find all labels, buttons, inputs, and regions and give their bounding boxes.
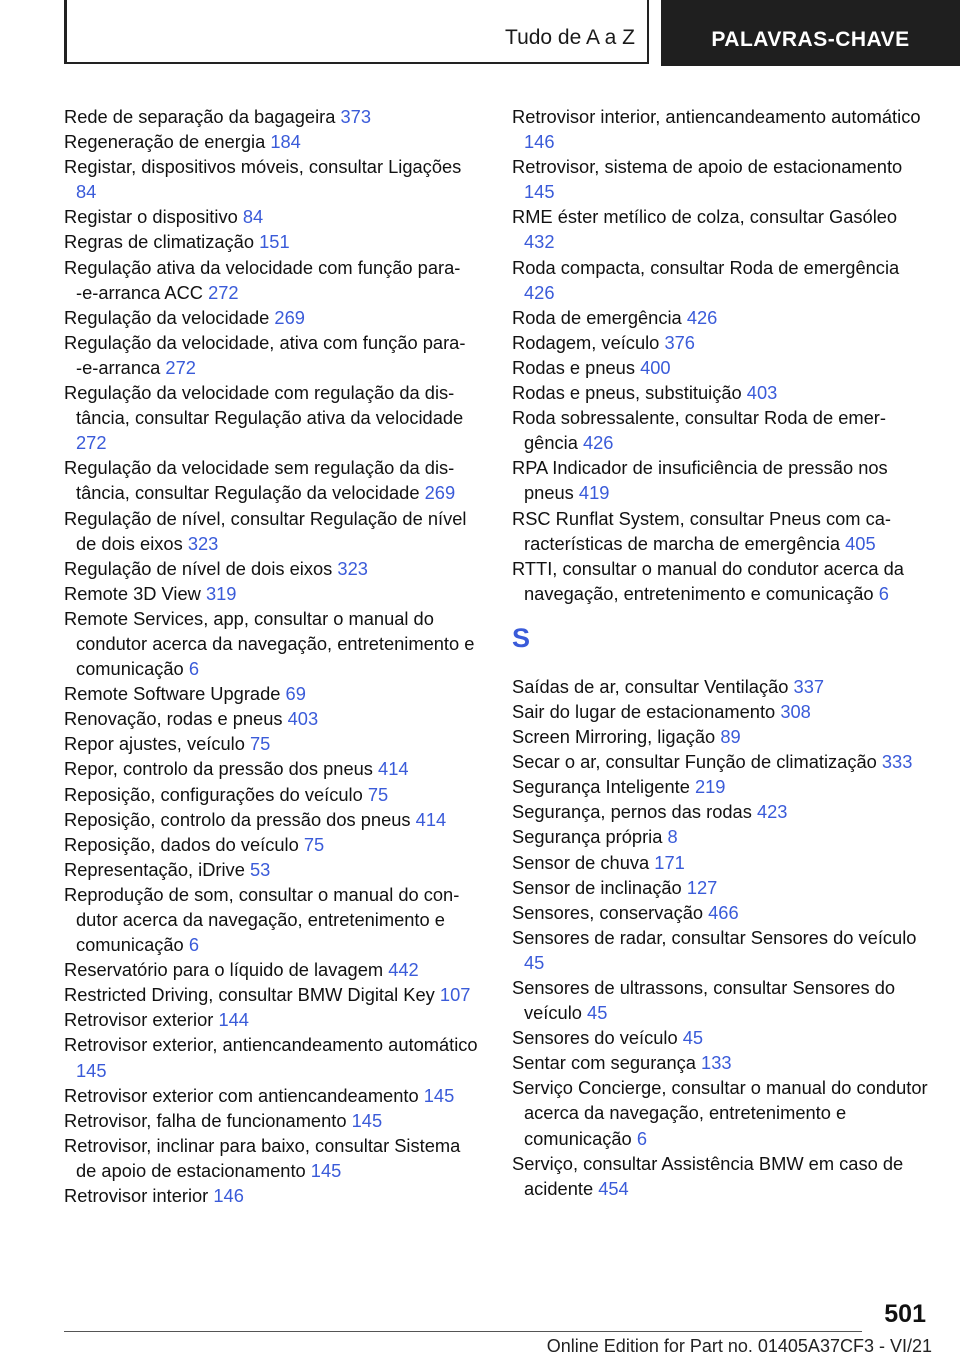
page-reference-link[interactable]: 133 xyxy=(701,1052,732,1074)
page-reference-link[interactable]: 442 xyxy=(388,959,419,981)
page-reference-link[interactable]: 145 xyxy=(310,1159,342,1181)
index-entry xyxy=(64,255,480,305)
page-reference-link[interactable]: 171 xyxy=(654,851,685,873)
index-entry-text: Segurança, pernos das rodas xyxy=(512,801,752,823)
index-entry xyxy=(512,975,928,1025)
index-entry xyxy=(64,1133,480,1183)
index-entry-text: Sensor de chuva xyxy=(512,851,650,873)
index-entry-text: Sair do lugar de estacionamento xyxy=(512,700,776,722)
index-entry-text: Regeneração de energia xyxy=(64,131,266,153)
section-title: Tudo de A a Z xyxy=(505,26,635,49)
index-entry xyxy=(64,305,480,330)
index-entry-text: RTTI, consultar o manual do condutor acerca da navegação, entretenimento e comunicação xyxy=(512,557,904,604)
page-reference-link[interactable]: 403 xyxy=(746,382,778,404)
index-entry-text: Representação, iDrive xyxy=(64,858,245,880)
index-entry xyxy=(64,556,480,581)
index-entry-text: Rodas e pneus xyxy=(512,356,635,378)
header-rule-bottom xyxy=(64,62,649,64)
page-reference-link[interactable]: 146 xyxy=(524,131,555,153)
index-entry xyxy=(512,506,928,556)
index-entry-text: Sensores do veículo xyxy=(512,1027,678,1049)
page-reference-link[interactable]: 8 xyxy=(667,826,678,848)
page-reference-link[interactable]: 432 xyxy=(524,231,555,253)
page-reference-link[interactable]: 269 xyxy=(274,306,305,328)
index-entry xyxy=(64,104,480,129)
index-entry-text: Retrovisor interior xyxy=(64,1185,209,1207)
page-reference-link[interactable]: 426 xyxy=(686,306,718,328)
header-rule-left xyxy=(64,0,67,64)
page-reference-link[interactable]: 6 xyxy=(636,1127,647,1149)
index-entry xyxy=(64,1007,480,1032)
index-entry-text: Sensores de radar, consultar Sensores do veículo xyxy=(512,926,917,948)
index-entry xyxy=(512,455,928,505)
page-reference-link[interactable]: 107 xyxy=(439,984,471,1006)
index-entry-text: Renovação, rodas e pneus xyxy=(64,708,283,730)
index-entry-text: Retrovisor exterior com antiencandeamento xyxy=(64,1084,419,1106)
index-entry xyxy=(64,380,480,455)
index-entry xyxy=(512,154,928,204)
index-column-left xyxy=(64,104,480,1208)
section-letter-heading: S xyxy=(512,622,531,653)
index-entry xyxy=(64,330,480,380)
index-entry xyxy=(512,380,928,405)
page-reference-link[interactable]: 426 xyxy=(582,432,614,454)
index-entry-text: Regulação da velocidade com regulação da distância, consultar Regulação ativa da velocidade xyxy=(64,382,464,429)
index-entry xyxy=(64,1032,480,1082)
index-entry-text: Serviço, consultar Assistência BMW em caso de acidente xyxy=(512,1152,904,1199)
index-entry-text: Regulação de nível de dois eixos xyxy=(64,557,333,579)
index-column-right xyxy=(512,104,928,1201)
page-reference-link[interactable]: 272 xyxy=(165,356,196,378)
page-reference-link[interactable]: 272 xyxy=(76,432,107,454)
index-entry-text: Segurança Inteligente xyxy=(512,776,690,798)
index-entry-text: RME éster metílico de colza, consultar Gasóleo xyxy=(512,206,898,228)
page-reference-link[interactable]: 333 xyxy=(881,751,913,773)
index-entry-text: Screen Mirroring, ligação xyxy=(512,726,716,748)
index-entry-text: Retrovisor, sistema de apoio de estacionamento xyxy=(512,156,903,178)
index-entry-text: Regulação ativa da velocidade com função para-‑e-arranca ACC xyxy=(64,256,461,303)
page-reference-link[interactable]: 75 xyxy=(367,783,389,805)
index-entry-text: Registar, dispositivos móveis, consultar Ligações xyxy=(64,156,462,178)
index-entry xyxy=(512,850,928,875)
index-list-r xyxy=(512,104,928,606)
page-reference-link[interactable]: 308 xyxy=(780,700,811,722)
page-reference-link[interactable]: 426 xyxy=(524,281,555,303)
page-reference-link[interactable]: 145 xyxy=(76,1059,107,1081)
index-entry-text: Remote Services, app, consultar o manual do condutor acerca da navegação, entretenimento e comunicação xyxy=(64,607,475,680)
index-entry xyxy=(512,305,928,330)
page-reference-link[interactable]: 45 xyxy=(587,1002,608,1024)
index-entry-text: Roda de emergência xyxy=(512,306,682,328)
page-reference-link[interactable]: 6 xyxy=(188,658,199,680)
index-entry xyxy=(64,1183,480,1208)
page-reference-link[interactable]: 376 xyxy=(664,331,695,353)
footer-rule xyxy=(64,1331,862,1332)
page-reference-link[interactable]: 69 xyxy=(285,683,306,705)
keywords-tab[interactable] xyxy=(661,0,960,66)
index-entry xyxy=(512,799,928,824)
index-entry xyxy=(512,1050,928,1075)
index-entry-text: Regulação de nível, consultar Regulação de nível de dois eixos xyxy=(64,507,467,554)
index-entry-text: Serviço Concierge, consultar o manual do condutor acerca da navegação, entretenimento e comunicação xyxy=(512,1077,928,1149)
edition-footer: Online Edition for Part no. 01405A37CF3 - VI/21 xyxy=(546,1336,932,1356)
page-reference-link[interactable]: 151 xyxy=(259,231,290,253)
index-entry-text: RSC Runflat System, consultar Pneus com características de marcha de emergência xyxy=(512,507,891,554)
index-entry-text: Remote Software Upgrade xyxy=(64,683,281,705)
index-entry xyxy=(512,330,928,355)
index-entry-text: Remote 3D View xyxy=(64,582,201,604)
index-entry-text: Rodagem, veículo xyxy=(512,331,660,353)
index-entry-text: Repor ajustes, veículo xyxy=(64,733,245,755)
index-entry xyxy=(64,581,480,606)
index-entry xyxy=(512,749,928,774)
index-entry-text: Reposição, controlo da pressão dos pneus xyxy=(64,808,411,830)
index-entry xyxy=(64,982,480,1007)
page-reference-link[interactable]: 89 xyxy=(720,726,741,748)
page-reference-link[interactable]: 319 xyxy=(205,582,237,604)
index-entry-text: Roda sobressalente, consultar Roda de emergência xyxy=(512,407,886,454)
index-entry-text: Repor, controlo da pressão dos pneus xyxy=(64,758,373,780)
page-reference-link[interactable]: 75 xyxy=(249,733,271,755)
index-entry-text: Sensor de inclinação xyxy=(512,876,682,898)
index-list-s xyxy=(512,674,928,1201)
page-reference-link[interactable]: 145 xyxy=(423,1084,455,1106)
index-entry-text: Retrovisor interior, antiencandeamento automático xyxy=(512,106,921,127)
index-entry-text: Rede de separação da bagageira xyxy=(64,106,336,127)
header-rule-right xyxy=(647,0,649,64)
page-reference-link[interactable]: 84 xyxy=(242,206,264,228)
page-reference-link[interactable]: 146 xyxy=(213,1185,244,1207)
page-reference-link[interactable]: 6 xyxy=(188,934,199,956)
index-entry-text: Sensores, conservação xyxy=(512,901,704,923)
page-reference-link[interactable]: 269 xyxy=(424,482,456,504)
index-entry xyxy=(512,255,928,305)
page-reference-link[interactable]: 414 xyxy=(415,808,447,830)
page-reference-link[interactable]: 466 xyxy=(708,901,739,923)
page-reference-link[interactable]: 75 xyxy=(303,833,325,855)
index-entry-text: Reposição, configurações do veículo xyxy=(64,783,363,805)
index-entry xyxy=(64,782,480,807)
index-entry xyxy=(512,1151,928,1201)
page-reference-link[interactable]: 414 xyxy=(378,758,409,780)
index-entry xyxy=(512,699,928,724)
index-entry xyxy=(64,807,480,832)
index-entry xyxy=(512,900,928,925)
index-entry-text: Registar o dispositivo xyxy=(64,206,238,228)
index-entry xyxy=(512,875,928,900)
page-reference-link[interactable]: 45 xyxy=(682,1027,704,1049)
index-entry xyxy=(512,724,928,749)
page-reference-link[interactable]: 323 xyxy=(187,532,219,554)
index-entry-text: Secar o ar, consultar Função de climatização xyxy=(512,751,877,773)
page-reference-link[interactable]: 145 xyxy=(524,181,555,203)
index-entry xyxy=(64,706,480,731)
index-entry-text: Retrovisor, falha de funcionamento xyxy=(64,1109,347,1131)
page-reference-link[interactable]: 373 xyxy=(340,106,371,127)
page-reference-link[interactable]: 144 xyxy=(218,1009,249,1031)
index-entry xyxy=(64,731,480,756)
index-entry-text: Regulação da velocidade xyxy=(64,306,270,328)
page-reference-link[interactable]: 45 xyxy=(524,951,545,973)
index-entry-text: Regulação da velocidade, ativa com função para-‑e-arranca xyxy=(64,331,466,378)
page-reference-link[interactable]: 323 xyxy=(337,557,368,579)
index-entry xyxy=(512,674,928,699)
index-entry xyxy=(64,129,480,154)
index-entry xyxy=(64,204,480,229)
index-entry-text: Roda compacta, consultar Roda de emergência xyxy=(512,256,900,278)
page-reference-link[interactable]: 405 xyxy=(845,532,876,554)
index-entry xyxy=(512,204,928,254)
index-entry-text: Regras de climatização xyxy=(64,231,255,253)
page-reference-link[interactable]: 454 xyxy=(598,1177,629,1199)
index-entry xyxy=(512,355,928,380)
index-entry xyxy=(512,824,928,849)
index-entry xyxy=(512,1075,928,1150)
page-reference-link[interactable]: 145 xyxy=(351,1109,383,1131)
page-reference-link[interactable]: 53 xyxy=(249,858,271,880)
index-entry-text: Rodas e pneus, substituição xyxy=(512,382,742,404)
index-entry xyxy=(64,857,480,882)
page-reference-link[interactable]: 400 xyxy=(640,356,671,378)
index-entry xyxy=(512,925,928,975)
page-reference-link[interactable]: 127 xyxy=(686,876,718,898)
index-entry xyxy=(64,1083,480,1108)
index-entry xyxy=(64,1108,480,1133)
page-number: 501 xyxy=(884,1300,926,1328)
index-entry-text: Segurança própria xyxy=(512,826,663,848)
index-entry-text: Restricted Driving, consultar BMW Digital Key xyxy=(64,984,435,1006)
index-entry xyxy=(64,455,480,505)
page-reference-link[interactable]: 219 xyxy=(694,776,726,798)
page-reference-link[interactable]: 84 xyxy=(76,181,97,203)
index-entry xyxy=(64,756,480,781)
index-entry-text: Sentar com segurança xyxy=(512,1052,696,1074)
index-entry xyxy=(512,1025,928,1050)
index-entry-text: Sensores de ultrassons, consultar Sensores do veículo xyxy=(512,977,896,1024)
page-reference-link[interactable]: 419 xyxy=(578,482,610,504)
index-entry-text: Retrovisor, inclinar para baixo, consultar Sistema de apoio de estacionamento xyxy=(64,1134,461,1181)
page-reference-link[interactable]: 272 xyxy=(208,281,239,303)
index-entry-text: Retrovisor exterior xyxy=(64,1009,214,1031)
page-reference-link[interactable]: 184 xyxy=(270,131,301,153)
index-entry xyxy=(64,506,480,556)
index-entry-text: Reposição, dados do veículo xyxy=(64,833,299,855)
index-entry-text: Saídas de ar, consultar Ventilação xyxy=(512,675,789,697)
index-entry xyxy=(64,882,480,957)
index-entry-text: Retrovisor exterior, antiencandeamento automático xyxy=(64,1034,478,1056)
index-entry-text: Reprodução de som, consultar o manual do condutor acerca da navegação, entretenimento e comunicação xyxy=(64,883,460,956)
index-entry xyxy=(512,405,928,455)
page-reference-link[interactable]: 403 xyxy=(287,708,319,730)
keywords-tab-label: PALAVRAS-CHAVE xyxy=(711,28,910,51)
index-entry-text: RPA Indicador de insuficiência de pressão nos pneus xyxy=(512,457,888,504)
index-entry xyxy=(64,832,480,857)
index-entry xyxy=(64,681,480,706)
page-reference-link[interactable]: 337 xyxy=(793,675,825,697)
index-entry xyxy=(64,957,480,982)
index-entry xyxy=(64,154,480,204)
page-reference-link[interactable]: 6 xyxy=(878,582,889,604)
index-entry-text: Regulação da velocidade sem regulação da distância, consultar Regulação da velocidade xyxy=(64,457,455,504)
index-entry-text: Reservatório para o líquido de lavagem xyxy=(64,959,384,981)
index-entry xyxy=(512,774,928,799)
index-entry xyxy=(512,556,928,606)
index-entry xyxy=(512,104,928,154)
page-reference-link[interactable]: 423 xyxy=(756,801,788,823)
index-entry xyxy=(64,606,480,681)
index-entry xyxy=(64,229,480,254)
